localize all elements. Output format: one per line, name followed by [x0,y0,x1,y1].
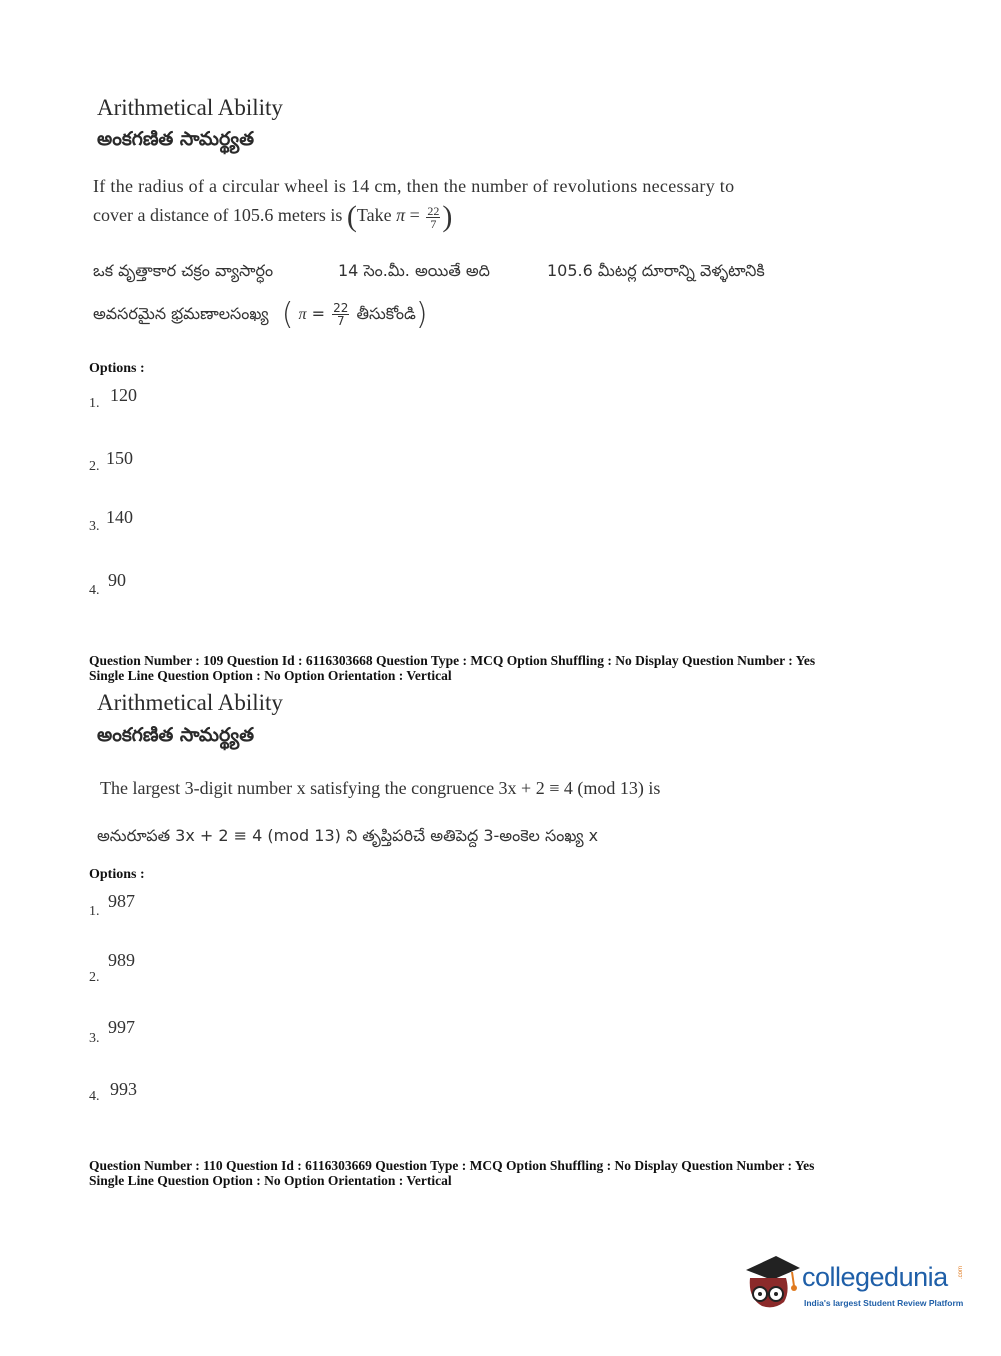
q109-option-3-number: 3. [89,1031,100,1046]
question-text-line-1: If the radius of a circular wheel is 14 cm, then the number of revolutions necessary to [93,176,735,196]
option-3-number: 3. [89,519,100,534]
logo-tagline: India's largest Student Review Platform [804,1298,964,1308]
telugu-text-line-2-part-1: అవసరమైన భ్రమణాలసంఖ్య [93,304,269,323]
fraction-denominator: 7 [430,216,437,231]
question-meta-110-line-1: Question Number : 110 Question Id : 6116303669 Question Type : MCQ Option Shuffling : No Display Question Number : Yes [89,1158,815,1173]
fraction-numerator: 22 [427,203,440,218]
telugu-text-line-1-part-1: ఒక వృత్తాకార చక్రం వ్యాసార్ధం [93,261,274,280]
options-label-2: Options : [89,867,145,882]
question-text-prefix: cover a distance of 105.6 meters is [93,205,343,226]
question-meta-109-line-2: Single Line Question Option : No Option Orientation : Vertical [89,668,452,683]
section-title-telugu: అంకగణిత సామర్థ్యత [97,128,255,150]
telugu-fraction-numerator: 22 [333,301,349,315]
option-4-number: 4. [89,583,100,598]
logo-com-suffix: .com [958,1266,964,1280]
section-title-english-2: Arithmetical Ability [97,690,283,715]
question-meta-110-line-2: Single Line Question Option : No Option Orientation : Vertical [89,1173,452,1188]
mascot-icon [740,1250,802,1312]
telugu-text-line-2 [93,297,428,332]
option-2-value[interactable]: 150 [106,448,133,468]
q109-option-2-number: 2. [89,970,100,985]
telugu-right-paren: ) [415,297,428,332]
q109-option-3-value[interactable]: 997 [108,1017,135,1037]
logo-wordmark: collegedunia [802,1262,948,1292]
section-title-english: Arithmetical Ability [97,95,283,120]
question-109-text: The largest 3-digit number x satisfying the congruence 3x + 2 ≡ 4 (mod 13) is [100,778,661,798]
telugu-pi-symbol: π [298,306,307,323]
option-1-number: 1. [89,396,100,411]
telugu-text-line-1-part-3: 105.6 మీటర్ల దూరాన్ని వెళ్ళటానికి [547,261,765,280]
telugu-fraction-22-7 [332,302,349,327]
right-paren: ) [442,200,453,233]
telugu-equals-sign: = [311,304,326,323]
question-text-line-2 [93,200,452,234]
q109-option-1-value[interactable]: 987 [108,891,135,911]
options-label: Options : [89,361,145,376]
q109-option-4-value[interactable]: 993 [110,1079,137,1099]
option-2-number: 2. [89,459,100,474]
telugu-fraction-denominator: 7 [336,314,345,328]
telugu-text-line-1-part-2: 14 సెం.మీ. అయితే అది [338,261,490,280]
take-word: Take [356,205,392,226]
section-title-telugu-2: అంకగణిత సామర్థ్యత [97,724,255,746]
q109-option-4-number: 4. [89,1089,100,1104]
q109-option-1-number: 1. [89,904,100,919]
equals-sign: = [409,205,420,226]
fraction-22-7 [426,205,440,230]
option-3-value[interactable]: 140 [106,507,133,527]
question-meta-109-line-1: Question Number : 109 Question Id : 6116303668 Question Type : MCQ Option Shuffling : No Display Question Number : Yes [89,653,816,668]
telugu-take-word: తీసుకోండి [356,304,416,323]
q109-option-2-value[interactable]: 989 [108,950,135,970]
option-4-value[interactable]: 90 [108,570,126,590]
option-1-value[interactable]: 120 [110,385,137,405]
collegedunia-logo[interactable] [740,1250,970,1320]
left-paren: ( [346,200,357,233]
pi-symbol: π [396,205,406,226]
question-109-telugu-text: అనురూపత 3x + 2 ≡ 4 (mod 13) ని తృప్తిపరిచే అతిపెద్ద 3-అంకెల సంఖ్య x [97,826,599,845]
telugu-left-paren: ( [281,297,294,332]
